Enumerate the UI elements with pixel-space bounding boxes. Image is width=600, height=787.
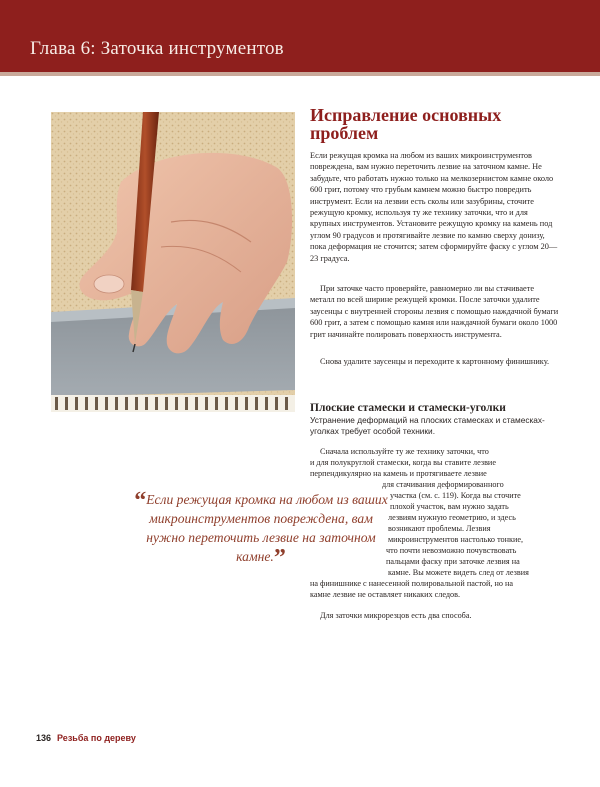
text-line: Сначала используйте ту же технику заточки, что bbox=[320, 447, 489, 456]
text-line: плохой участок, вам нужно задать bbox=[390, 502, 509, 511]
chapter-header-bar bbox=[0, 0, 600, 72]
header-divider bbox=[0, 72, 600, 76]
pull-quote bbox=[130, 488, 392, 571]
text-line: что почти невозможно почувствовать bbox=[386, 546, 517, 555]
text-line: Для заточки микрорезцов есть два способа. bbox=[320, 611, 472, 620]
open-quote-mark: “ bbox=[134, 488, 147, 514]
book-title: Резьба по дереву bbox=[57, 733, 136, 743]
text-line: камне лезвие не оставляет никаких следов. bbox=[310, 590, 461, 599]
text-line: возникают проблемы. Лезвия bbox=[388, 524, 491, 533]
body-paragraph: Если режущая кромка на любом из ваших микроинструментов повреждена, вам нужно переточить лезвие на заточном камне. Не забудьте, что работать нужно только на мелкозернистом камне около 600 грит, потому что грубым камнем можно быстро повредить инструмент. Если на лезвии есть сколы или зазубрины, сточите режущую кромку, используя ту же технику заточки, что и для крупных инструментов. Установите режущую кромку на камень под углом 90 градусов и протягивайте лезвие по камню сверху донизу, пока деформация не сточится; затем сформируйте фаску с углом 20—23 градуса. bbox=[310, 151, 558, 263]
close-quote-mark: ” bbox=[273, 545, 286, 571]
text-line: для стачивания деформированного bbox=[382, 480, 504, 489]
text-line: участка (см. с. 119). Когда вы сточите bbox=[390, 491, 521, 500]
text-line: камне. Вы можете видеть след от лезвия bbox=[388, 568, 529, 577]
subsection-intro: Устранение деформаций на плоских стамесках и стамесках-уголках требует особой техники. bbox=[310, 415, 545, 436]
carving-photo bbox=[51, 112, 295, 412]
body-paragraph: Снова удалите заусенцы и переходите к картонному финишнику. bbox=[320, 357, 550, 366]
text-line: перпендикулярно на камень и протягиваете лезвие bbox=[310, 469, 487, 478]
text-line: на финишнике с нанесенной полировальной пастой, но на bbox=[310, 579, 514, 588]
text-line: лезвиям нужную геометрию, и здесь bbox=[388, 513, 516, 522]
photo-illustration bbox=[51, 112, 295, 412]
pull-quote-text: Если режущая кромка на любом из ваших микроинструментов повреждена, вам нужно переточить лезвие на заточном камне. bbox=[146, 492, 388, 564]
text-line: микроинструментов настолько тонкие, bbox=[388, 535, 524, 544]
text-line: пальцами фаску при заточке лезвия на bbox=[386, 557, 520, 566]
page-number: 136 bbox=[36, 733, 52, 743]
subsection-heading: Плоские стамески и стамески-уголки bbox=[310, 402, 506, 414]
page-footer bbox=[36, 733, 136, 743]
chapter-title: Глава 6: Заточка инструментов bbox=[30, 38, 284, 59]
body-paragraph: При заточке часто проверяйте, равномерно ли вы стачиваете металл по всей ширине режущей кромки. После заточки удалите заусенцы с внутренней стороны лезвия с помощью наждачной бумаги 600 грит, а затем с помощью камня или наждачной бумаги около 1000 грит начинайте полировать поверхность инструмента. bbox=[310, 284, 559, 339]
text-line: и для полукруглой стамески, когда вы ставите лезвие bbox=[310, 458, 496, 467]
section-heading: Исправление основных проблем bbox=[310, 105, 502, 143]
